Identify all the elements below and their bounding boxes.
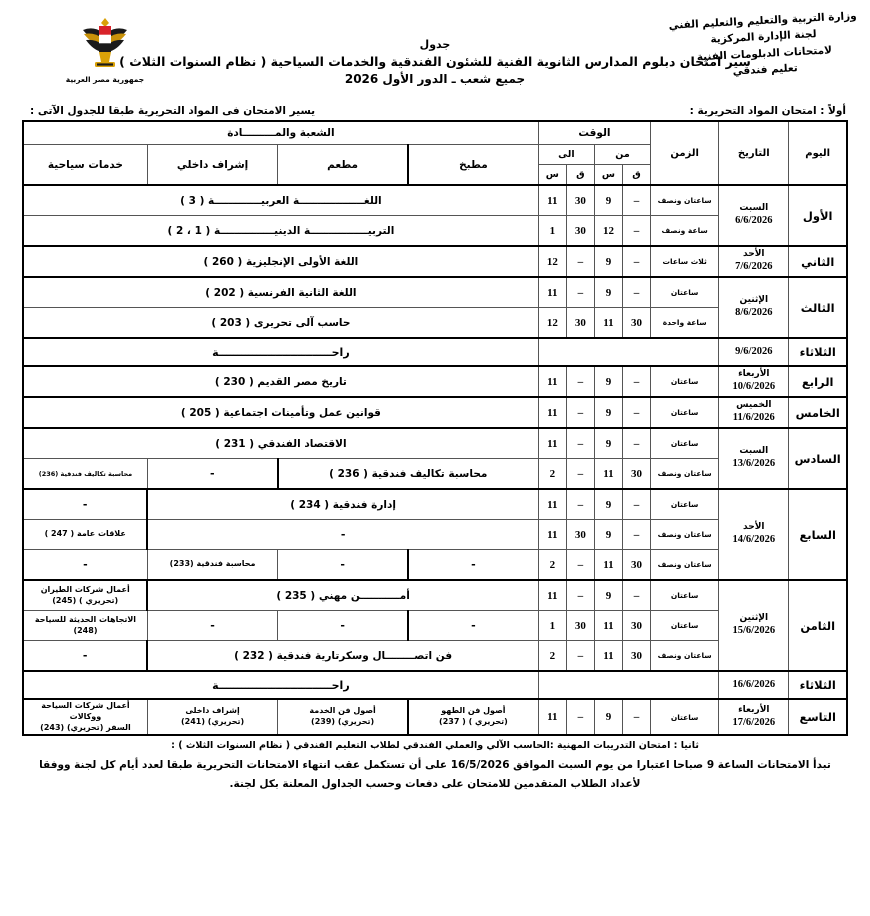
cell-to-minute: – xyxy=(566,397,594,428)
cell-from-hour: 9 xyxy=(594,520,622,550)
cell-subject: الاتجاهات الحديثة للسياحة (248) xyxy=(23,611,147,641)
cell-from-hour: 9 xyxy=(594,699,622,735)
cell-to-hour: 11 xyxy=(538,397,566,428)
cell-subject: - xyxy=(278,611,408,641)
date-weekday: الخميس xyxy=(736,400,772,411)
th-to: الى xyxy=(538,145,594,165)
date-number: 7/6/2026 xyxy=(735,261,773,273)
cell-subject: أمـــــــــــن مهني ( 235 ) xyxy=(147,580,538,611)
footer-heading: ثانيا : امتحان التدريبات المهنية :الحاسب الآلي والعملي الفندقي لطلاب التعليم الفندقي ( نظام السنوات الثلاث ) : xyxy=(171,740,699,752)
table-row xyxy=(23,246,847,277)
cell-date xyxy=(719,277,789,338)
cell-day: الثاني xyxy=(789,246,847,277)
cell-from-minute: – xyxy=(623,277,651,308)
th-time: الوقت xyxy=(538,121,650,145)
ministry-line-1: وزارة التربية والتعليم والتعليم الفني xyxy=(668,9,857,32)
subheading-row xyxy=(0,105,870,120)
cell-duration: ساعة ونصف xyxy=(651,216,719,247)
cell-from-minute: – xyxy=(623,428,651,459)
cell-duration: ساعتان xyxy=(651,277,719,308)
cell-from-hour: 9 xyxy=(594,397,622,428)
th-branch-0: مطبخ xyxy=(408,145,538,186)
cell-subject: إدارة فندقية ( 234 ) xyxy=(147,489,538,520)
cell-from-minute: – xyxy=(623,489,651,520)
document-titles xyxy=(0,38,870,86)
cell-date xyxy=(719,366,789,397)
table-row-rest xyxy=(23,338,847,366)
cell-duration: ساعتان xyxy=(651,428,719,459)
cell-subject: أصول فن الخدمة (تحريري) (239) xyxy=(278,699,408,735)
cell-subject: - xyxy=(147,459,277,490)
date-weekday: الأربعاء xyxy=(738,369,770,380)
cell-day: الثلاثاء xyxy=(789,338,847,366)
cell-to-hour: 1 xyxy=(538,216,566,247)
cell-subject: علاقات عامة ( 247 ) xyxy=(23,520,147,550)
cell-subject: أعمال شركات السياحة ووكالات السفر (تحريري) (243) xyxy=(23,699,147,735)
cell-to-hour: 11 xyxy=(538,489,566,520)
cell-to-hour: 1 xyxy=(538,611,566,641)
cell-day: الثلاثاء xyxy=(789,671,847,699)
cell-from-minute: – xyxy=(623,366,651,397)
cell-to-hour: 11 xyxy=(538,580,566,611)
table-row xyxy=(23,277,847,308)
date-weekday: السبت xyxy=(739,203,769,214)
footer-body: تبدأ الامتحانات الساعة 9 صباحا اعتبارا من يوم السبت الموافق 16/5/2026 على أن تستكمل عقب انتهاء الامتحانات التحريرية طبقا لعدد أيام كل لجنة ووفقا لأعداد الطلاب المتقدمين للامتحان على دفعات وحسب الجداول المعلنة بكل لجنة. xyxy=(39,759,831,790)
cell-day: الثامن xyxy=(789,580,847,671)
schedule-table-wrapper xyxy=(0,120,870,736)
cell-to-minute: – xyxy=(566,641,594,672)
cell-day: السابع xyxy=(789,489,847,580)
cell-to-minute: 30 xyxy=(566,520,594,550)
cell-subject: محاسبة فندقية (233) xyxy=(147,550,277,581)
date-weekday: الإثنين xyxy=(739,613,769,624)
cell-from-hour: 9 xyxy=(594,428,622,459)
cell-duration: ساعتان ونصف xyxy=(651,459,719,490)
cell-to-minute: 30 xyxy=(566,216,594,247)
date-number: 9/6/2026 xyxy=(735,345,773,357)
cell-from-hour: 9 xyxy=(594,277,622,308)
ministry-line-3: لامتحانات الدبلومات الفنية xyxy=(696,43,833,63)
cell-to-hour: 11 xyxy=(538,699,566,735)
cell-rest-label: راحــــــــــــــــــــــــــــــة xyxy=(23,338,538,366)
title-sub: جميع شعب ـ الدور الأول 2026 xyxy=(344,72,526,86)
cell-subject: - xyxy=(408,550,538,581)
cell-empty xyxy=(538,338,718,366)
header-row-top xyxy=(23,121,847,145)
cell-from-hour: 9 xyxy=(594,185,622,216)
cell-from-minute: – xyxy=(623,699,651,735)
date-number: 11/6/2026 xyxy=(732,412,775,424)
cell-subject: الاقتصاد الفندقي ( 231 ) xyxy=(23,428,538,459)
cell-to-minute: – xyxy=(566,580,594,611)
emblem-caption: جمهورية مصر العربية xyxy=(65,75,145,84)
th-to-hour: س xyxy=(538,165,566,186)
th-from-hour: س xyxy=(594,165,622,186)
cell-day: السادس xyxy=(789,428,847,489)
cell-to-minute: 30 xyxy=(566,611,594,641)
date-number: 13/6/2026 xyxy=(732,458,776,470)
cell-subject: حاسب آلى تحريرى ( 203 ) xyxy=(23,308,538,339)
cell-day: الثالث xyxy=(789,277,847,338)
cell-to-hour: 11 xyxy=(538,428,566,459)
cell-from-minute: 30 xyxy=(623,308,651,339)
cell-day: الأول xyxy=(789,185,847,246)
th-section-subject: الشعبة والمـــــــــادة xyxy=(23,121,538,145)
cell-date xyxy=(719,428,789,489)
cell-empty xyxy=(538,671,718,699)
cell-date xyxy=(719,489,789,580)
cell-duration: ساعة واحدة xyxy=(651,308,719,339)
cell-from-minute: – xyxy=(623,185,651,216)
date-number: 17/6/2026 xyxy=(732,717,776,729)
date-number: 10/6/2026 xyxy=(732,381,776,393)
cell-from-minute: 30 xyxy=(623,550,651,581)
cell-from-hour: 11 xyxy=(594,308,622,339)
subheading-left: يسير الامتحان فى المواد التحريرية طبقا للجدول الآتى : xyxy=(30,105,316,117)
cell-duration: ثلاث ساعات xyxy=(651,246,719,277)
cell-from-hour: 11 xyxy=(594,550,622,581)
cell-from-minute: – xyxy=(623,397,651,428)
cell-duration: ساعتان xyxy=(651,366,719,397)
title-jadwal: جدول xyxy=(419,38,451,51)
cell-from-minute: 30 xyxy=(623,611,651,641)
cell-to-minute: – xyxy=(566,366,594,397)
date-number: 14/6/2026 xyxy=(732,534,776,546)
cell-subject: - xyxy=(23,550,147,581)
cell-subject: فن اتصــــــــال وسكرتارية فندقية ( 232 ) xyxy=(147,641,538,672)
date-weekday: الأربعاء xyxy=(738,705,770,716)
cell-to-hour: 2 xyxy=(538,641,566,672)
cell-subject: قوانين عمل وتأمينات اجتماعية ( 205 ) xyxy=(23,397,538,428)
cell-to-hour: 2 xyxy=(538,459,566,490)
cell-to-hour: 12 xyxy=(538,246,566,277)
cell-date xyxy=(719,580,789,671)
cell-duration: ساعتان xyxy=(651,611,719,641)
cell-to-minute: 30 xyxy=(566,308,594,339)
cell-subject: إشراف داخلى (تحريري) (241) xyxy=(147,699,277,735)
cell-to-hour: 11 xyxy=(538,520,566,550)
date-number: 8/6/2026 xyxy=(735,307,773,319)
table-row xyxy=(23,366,847,397)
cell-to-hour: 2 xyxy=(538,550,566,581)
cell-from-minute: 30 xyxy=(623,459,651,490)
cell-from-hour: 11 xyxy=(594,459,622,490)
cell-subject: - xyxy=(23,641,147,672)
date-weekday: الإثنين xyxy=(739,295,769,306)
cell-duration: ساعتان ونصف xyxy=(651,641,719,672)
cell-to-minute: – xyxy=(566,550,594,581)
cell-date xyxy=(719,185,789,246)
cell-date xyxy=(719,699,789,735)
cell-from-minute: – xyxy=(623,520,651,550)
cell-day: الرابع xyxy=(789,366,847,397)
table-row xyxy=(23,185,847,216)
date-number: 15/6/2026 xyxy=(732,625,776,637)
cell-subject: اللغة الأولى الإنجليزية ( 260 ) xyxy=(23,246,538,277)
table-row xyxy=(23,489,847,520)
cell-subject: أعمال شركات الطيران (تحريري ) (245) xyxy=(23,580,147,611)
cell-from-hour: 12 xyxy=(594,216,622,247)
cell-subject: محاسبة تكاليف فندقية ( 236 ) xyxy=(278,459,539,490)
cell-subject: اللغــــــــــــــــــة العربيـــــــــــــة ( 3 ) xyxy=(23,185,538,216)
date-number: 6/6/2026 xyxy=(735,215,773,227)
cell-duration: ساعتان xyxy=(651,580,719,611)
cell-subject: محاسبة تكاليف فندقية (236) xyxy=(23,459,147,490)
cell-from-hour: 9 xyxy=(594,246,622,277)
cell-to-minute: 30 xyxy=(566,185,594,216)
cell-rest-label: راحــــــــــــــــــــــــــــــة xyxy=(23,671,538,699)
cell-from-hour: 11 xyxy=(594,641,622,672)
table-row xyxy=(23,397,847,428)
cell-to-hour: 11 xyxy=(538,366,566,397)
th-branch-3: خدمات سياحية xyxy=(23,145,147,186)
cell-to-minute: – xyxy=(566,699,594,735)
table-row xyxy=(23,580,847,611)
cell-date xyxy=(719,338,789,366)
cell-subject: - xyxy=(147,520,538,550)
cell-duration: ساعتان xyxy=(651,489,719,520)
document-header xyxy=(0,0,870,105)
th-to-minute: ق xyxy=(566,165,594,186)
cell-subject: - xyxy=(23,489,147,520)
cell-from-minute: – xyxy=(623,580,651,611)
th-from: من xyxy=(594,145,650,165)
title-main: سير امتحان دبلوم المدارس الثانوية الفنية للشئون الفندقية والخدمات السياحية ( نظام السنوات الثلاث ) xyxy=(119,54,751,69)
cell-to-minute: – xyxy=(566,459,594,490)
cell-date xyxy=(719,671,789,699)
cell-to-minute: – xyxy=(566,246,594,277)
cell-from-hour: 9 xyxy=(594,489,622,520)
cell-duration: ساعتان xyxy=(651,397,719,428)
table-row xyxy=(23,699,847,735)
cell-from-hour: 11 xyxy=(594,611,622,641)
cell-subject: التربيــــــــــــــــة الدينيـــــــــــــــة ( 1 ، 2 ) xyxy=(23,216,538,247)
cell-to-minute: – xyxy=(566,489,594,520)
cell-to-hour: 12 xyxy=(538,308,566,339)
table-row xyxy=(23,428,847,459)
th-branch-2: إشراف داخلي xyxy=(147,145,277,186)
cell-date xyxy=(719,246,789,277)
cell-subject: اللغة الثانية الفرنسية ( 202 ) xyxy=(23,277,538,308)
cell-day: الخامس xyxy=(789,397,847,428)
date-weekday: الأحد xyxy=(743,522,765,533)
table-row-rest xyxy=(23,671,847,699)
cell-subject: أصول فن الطهو (تحريري ) ( 237) xyxy=(408,699,538,735)
cell-duration: ساعتان ونصف xyxy=(651,550,719,581)
cell-duration: ساعتان xyxy=(651,699,719,735)
ministry-line-2: لجنة الإدارة المركزية xyxy=(709,28,817,46)
cell-to-hour: 11 xyxy=(538,277,566,308)
cell-subject: - xyxy=(147,611,277,641)
cell-subject: تاريخ مصر القديم ( 230 ) xyxy=(23,366,538,397)
th-branch-1: مطعم xyxy=(278,145,408,186)
cell-from-minute: 30 xyxy=(623,641,651,672)
th-duration: الزمن xyxy=(651,121,719,185)
th-from-minute: ق xyxy=(623,165,651,186)
cell-from-minute: – xyxy=(623,216,651,247)
th-date: التاريخ xyxy=(719,121,789,185)
date-weekday: السبت xyxy=(739,446,769,457)
document-footer xyxy=(0,736,870,793)
cell-to-minute: – xyxy=(566,277,594,308)
cell-duration: ساعتان ونصف xyxy=(651,185,719,216)
cell-from-hour: 9 xyxy=(594,580,622,611)
cell-from-hour: 9 xyxy=(594,366,622,397)
cell-duration: ساعتان ونصف xyxy=(651,520,719,550)
exam-schedule-table xyxy=(22,120,848,736)
date-weekday: الأحد xyxy=(743,249,765,260)
cell-date xyxy=(719,397,789,428)
date-number: 16/6/2026 xyxy=(732,678,776,690)
cell-to-minute: – xyxy=(566,428,594,459)
cell-subject: - xyxy=(408,611,538,641)
cell-subject: - xyxy=(278,550,408,581)
cell-from-minute: – xyxy=(623,246,651,277)
subheading-right: أولاً : امتحان المواد التحريرية : xyxy=(689,105,846,117)
th-day: اليوم xyxy=(789,121,847,185)
cell-day: التاسع xyxy=(789,699,847,735)
ministry-line-4: تعليم فندقي xyxy=(732,61,798,78)
cell-to-hour: 11 xyxy=(538,185,566,216)
